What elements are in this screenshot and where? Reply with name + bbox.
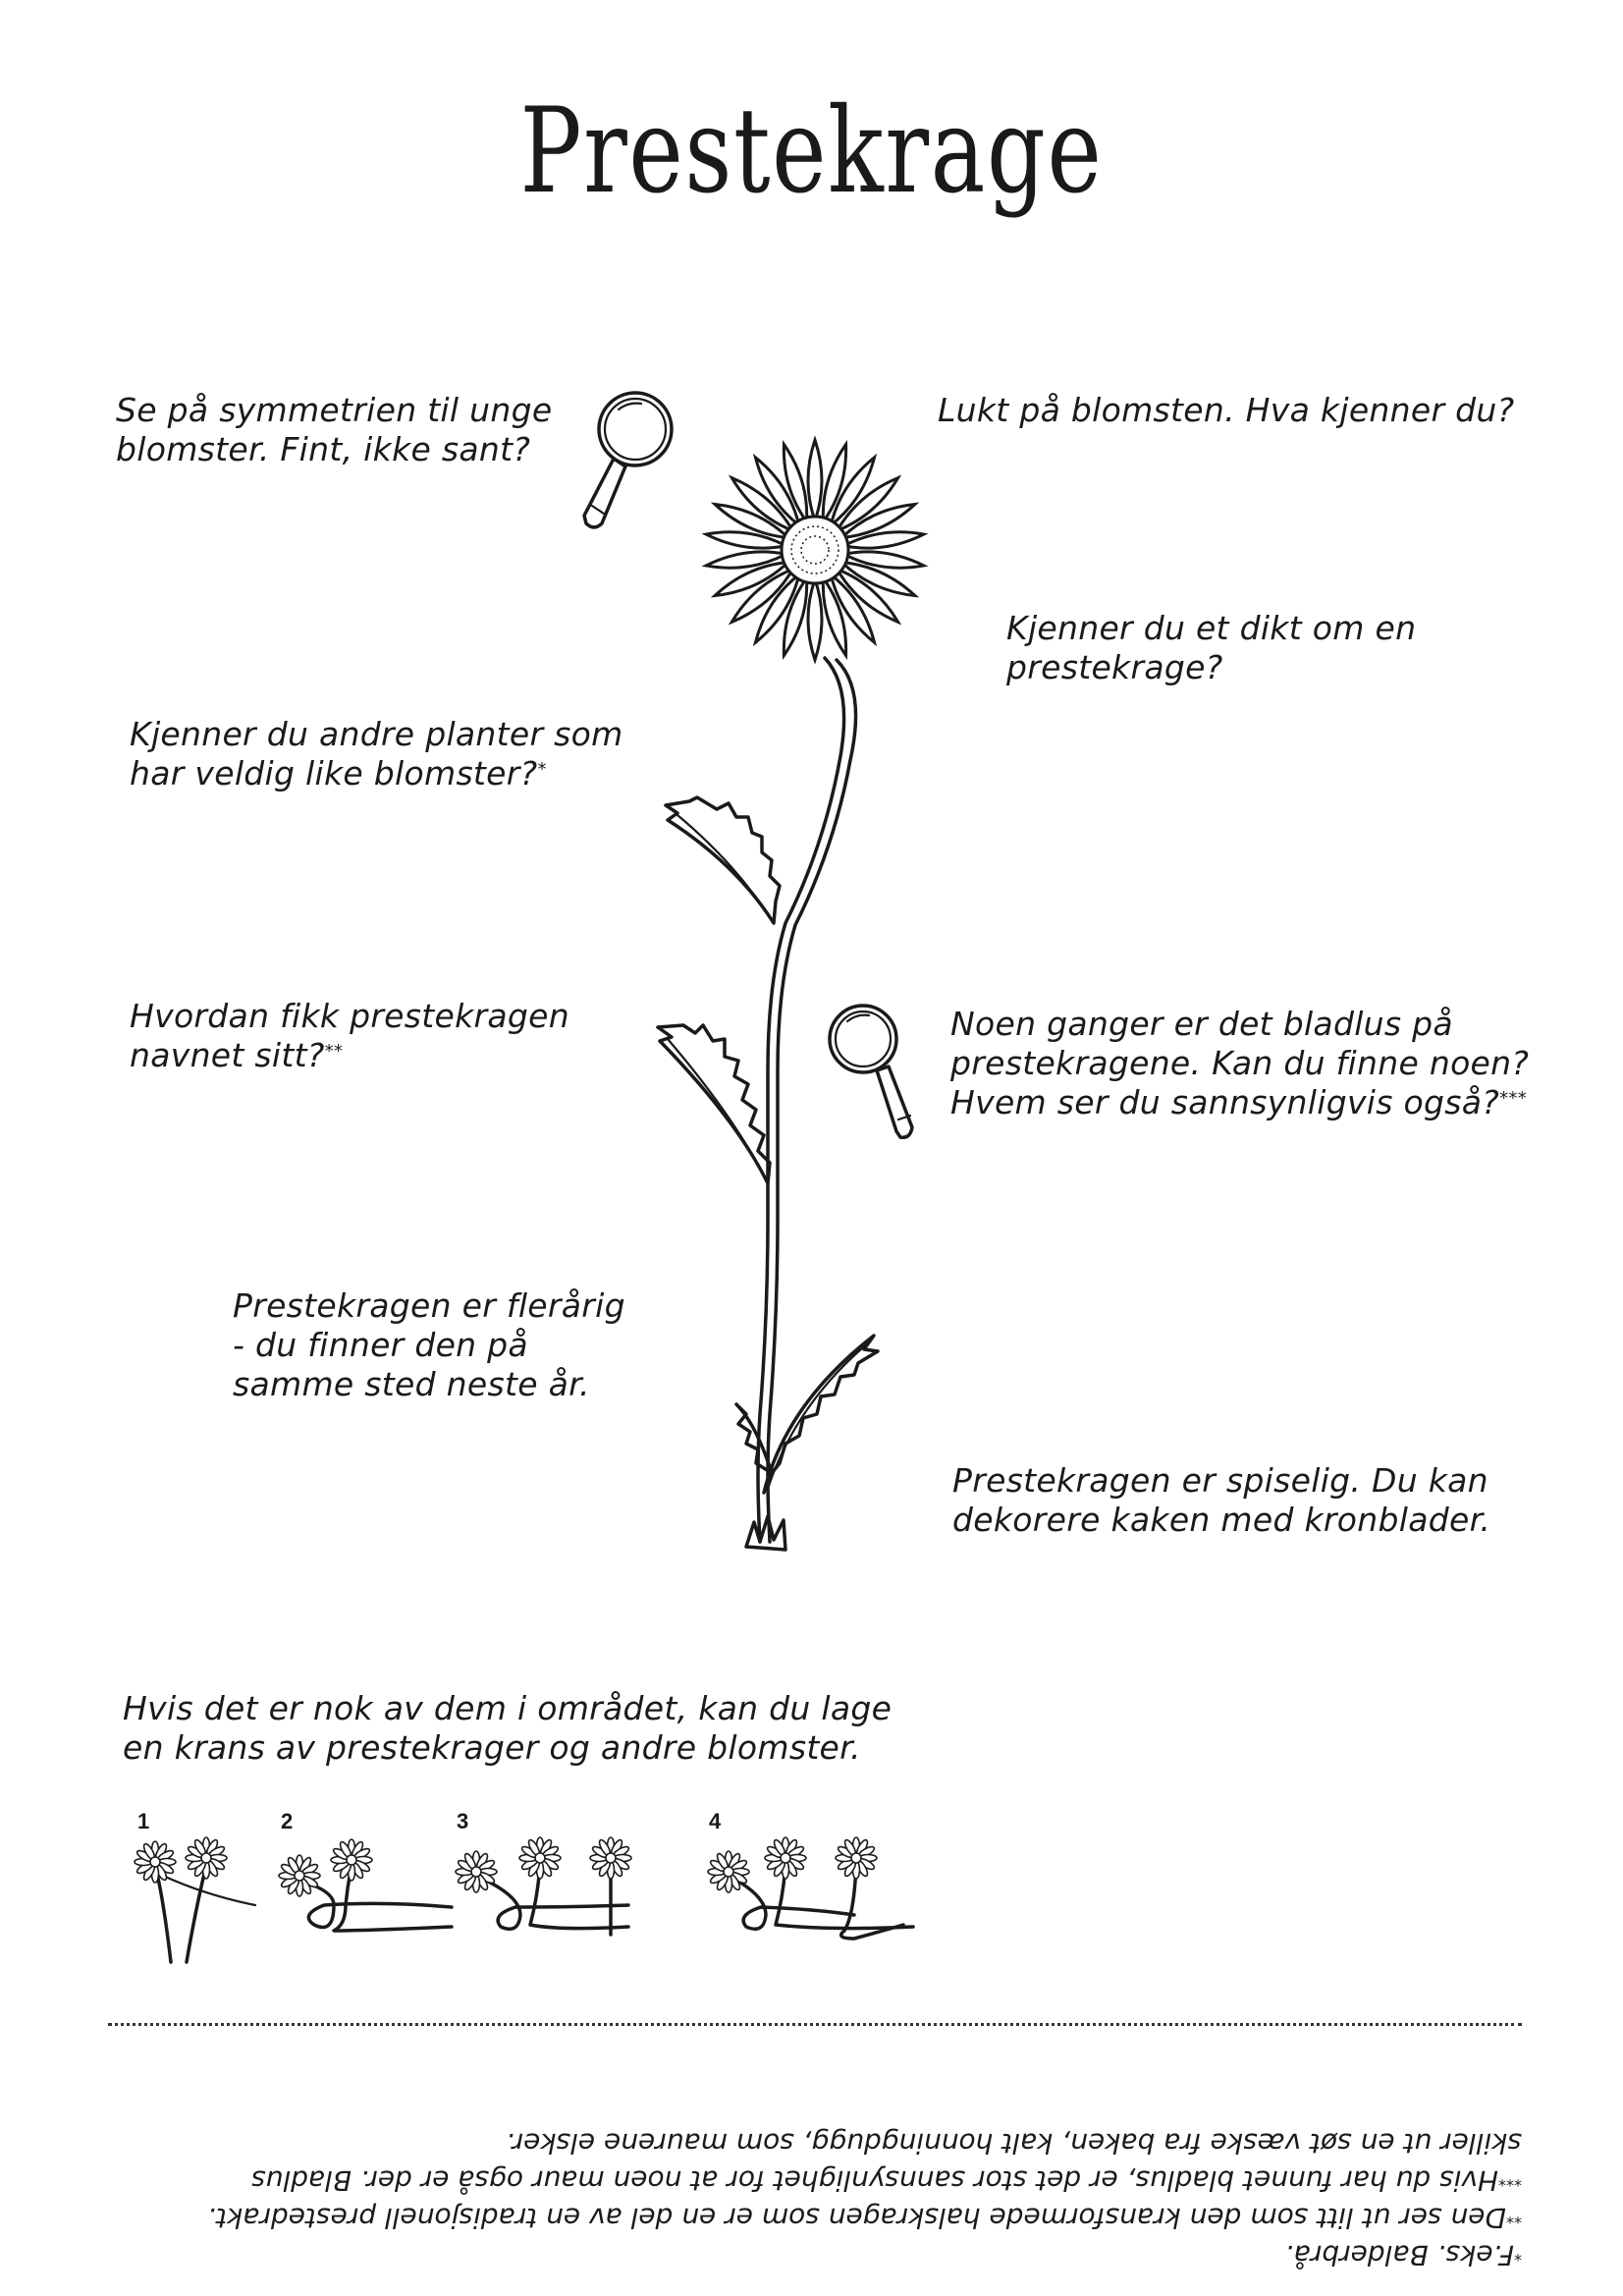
note-aphids bbox=[950, 1005, 1529, 1122]
note-name-text: Hvordan fikk prestekragen navnet sitt? bbox=[130, 997, 569, 1074]
note-similar-text: Kjenner du andre planter som har veldig like blomster? bbox=[130, 715, 623, 793]
wreath-steps-illustration bbox=[128, 1836, 952, 1974]
footnote-3-text: Hvis du har funnet bladlus, er det stor sannsynlighet for at noen maur også er der. Bladlus skiller ut en søt væske fra baken, kalt honningdugg, som maurene elsker. bbox=[251, 2127, 1522, 2197]
small-daisy bbox=[836, 1837, 877, 1879]
small-daisy bbox=[590, 1837, 631, 1879]
step-number-2: 2 bbox=[281, 1809, 294, 1833]
step-number-4: 4 bbox=[709, 1809, 722, 1833]
note-perennial: Prestekragen er flerårig - du finner den på samme sted neste år. bbox=[233, 1286, 625, 1403]
magnifier-icon bbox=[574, 388, 692, 535]
footnote-3 bbox=[118, 2124, 1522, 2199]
note-wreath: Hvis det er nok av dem i området, kan du lage en krans av prestekrager og andre blomster. bbox=[123, 1689, 893, 1767]
footnote-2-text: Den ser ut litt som den kransformede halskragen som er en del av en tradisjonell prestedrakt. bbox=[207, 2202, 1506, 2234]
small-daisy bbox=[135, 1841, 176, 1883]
footnote-mark-3: *** bbox=[1499, 1088, 1528, 1109]
small-daisy bbox=[279, 1855, 320, 1896]
small-daisy bbox=[765, 1837, 806, 1879]
note-aphids-text: Noen ganger er det bladlus på prestekragene. Kan du finne noen? Hvem ser du sannsynligvis også? bbox=[950, 1005, 1530, 1121]
daisy-petal bbox=[808, 579, 822, 660]
wreath-step-1 bbox=[155, 1866, 255, 1962]
footnote-mark-2: ** bbox=[324, 1041, 344, 1062]
note-similar bbox=[130, 715, 623, 793]
wreath-step-3 bbox=[476, 1864, 628, 1935]
small-daisy bbox=[456, 1851, 497, 1892]
note-smell: Lukt på blomsten. Hva kjenner du? bbox=[938, 391, 1515, 429]
leaf-upper bbox=[666, 797, 780, 923]
footnote-2 bbox=[118, 2199, 1522, 2236]
wreath-step-2 bbox=[299, 1866, 452, 1931]
footnote-1-mark: * bbox=[1514, 2246, 1522, 2265]
note-edible: Prestekragen er spiselig. Du kan dekorere kaken med kronblader. bbox=[952, 1461, 1491, 1539]
note-symmetry: Se på symmetrien til unge blomster. Fint, ikke sant? bbox=[116, 391, 553, 468]
footnotes-upside-down bbox=[118, 2038, 1522, 2273]
footnote-mark-1: * bbox=[537, 759, 547, 780]
leaf-lower bbox=[764, 1336, 878, 1493]
wreath-step-4 bbox=[729, 1864, 913, 1939]
daisy-petal bbox=[808, 440, 822, 520]
small-daisy bbox=[331, 1839, 372, 1881]
footnote-2-mark: ** bbox=[1506, 2209, 1522, 2227]
footnote-3-mark: *** bbox=[1498, 2171, 1522, 2190]
note-name bbox=[130, 997, 569, 1075]
step-number-3: 3 bbox=[457, 1809, 469, 1833]
leaf-middle bbox=[658, 1025, 770, 1183]
page-title: Prestekrage bbox=[519, 83, 1104, 220]
small-daisy bbox=[519, 1837, 561, 1879]
daisy-illustration bbox=[677, 432, 933, 1611]
footnote-1-text: F.eks. Balderbrå. bbox=[1284, 2239, 1514, 2271]
footnote-1 bbox=[118, 2236, 1522, 2273]
footnote-divider bbox=[108, 2023, 1522, 2026]
note-poem: Kjenner du et dikt om en prestekrage? bbox=[1006, 609, 1417, 686]
step-number-1: 1 bbox=[137, 1809, 150, 1833]
small-daisy bbox=[186, 1837, 227, 1879]
